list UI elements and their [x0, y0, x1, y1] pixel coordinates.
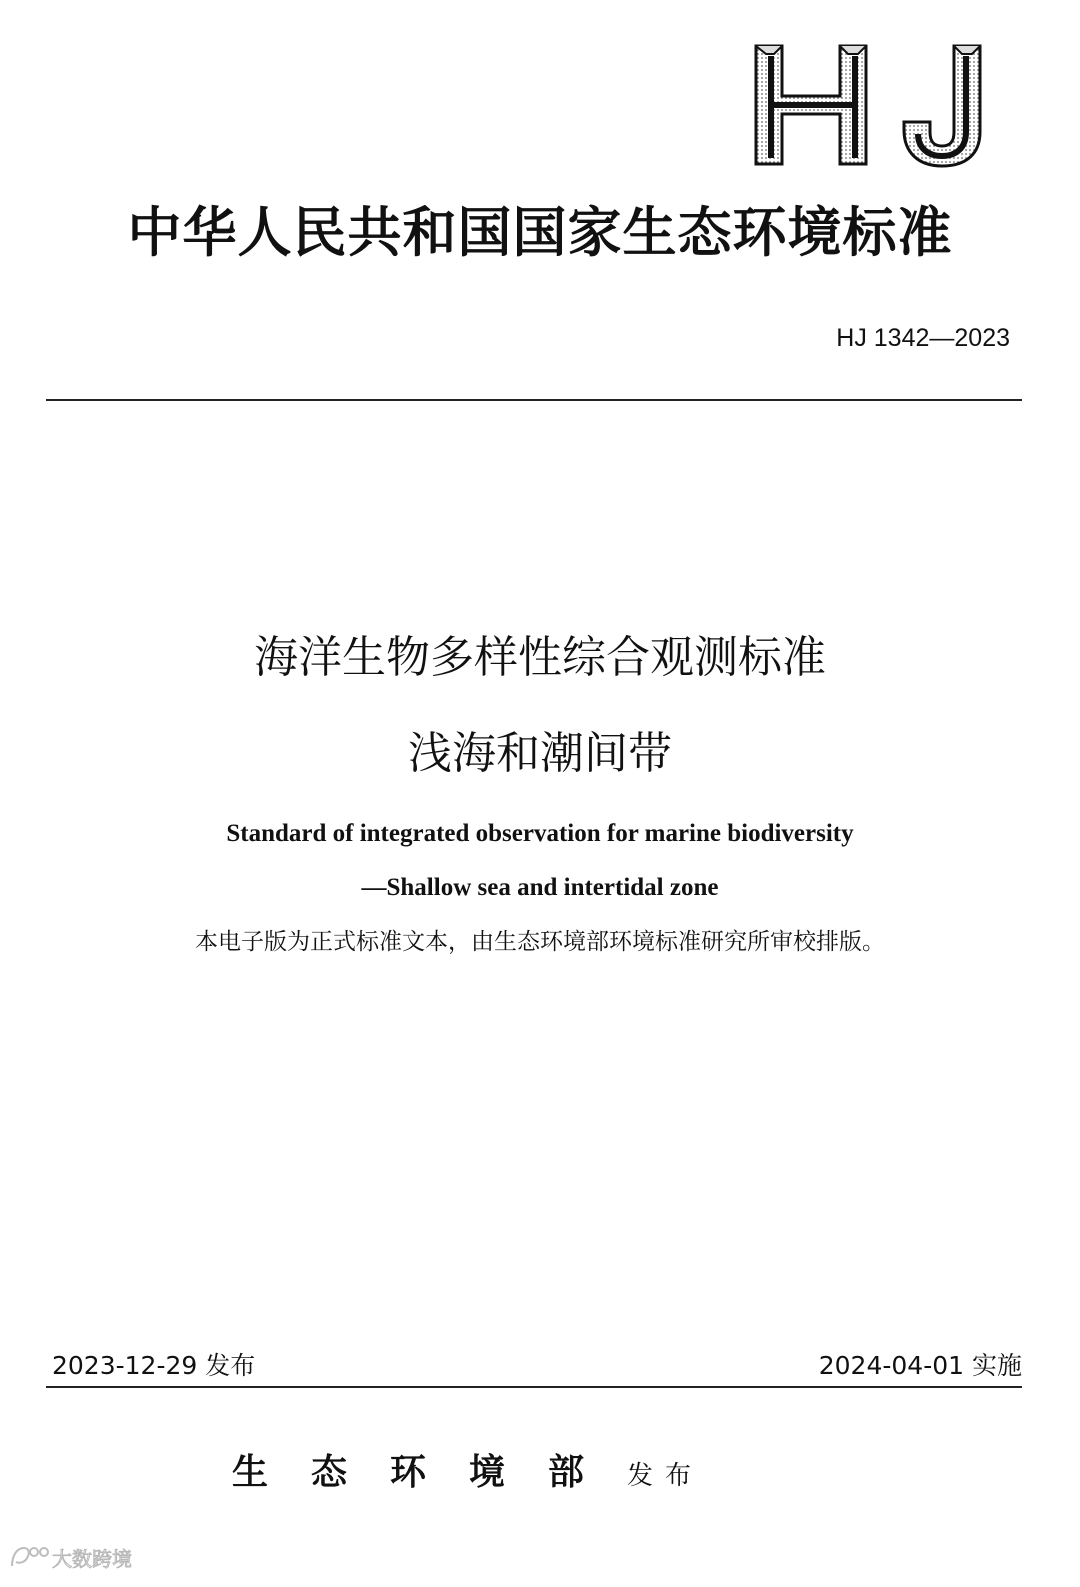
issuer [232, 1448, 703, 1500]
title-en-line2: —Shallow sea and intertidal zone [361, 874, 719, 901]
logo-letter-h [756, 46, 866, 164]
title-en-line1: Standard of integrated observation for marine biodiversity [226, 820, 854, 847]
watermark [6, 1538, 166, 1578]
standard-number: HJ 1342—2023 [836, 324, 1010, 352]
implementation-date: 2024-04-01 实施 [818, 1351, 1022, 1380]
top-divider [46, 399, 1022, 401]
watermark-icon [12, 1548, 48, 1566]
watermark-text: 大数跨境 [52, 1547, 132, 1571]
logo-letter-j [904, 46, 980, 166]
issue-date: 2023-12-29 发布 [52, 1351, 256, 1380]
edition-note: 本电子版为正式标准文本，由生态环境部环境标准研究所审校排版。 [195, 929, 885, 955]
hj-logo [748, 40, 994, 172]
title-cn-line2: 浅海和潮间带 [408, 728, 672, 779]
issuer-name: 生态环境部 [232, 1451, 628, 1493]
title-cn-line1: 海洋生物多样性综合观测标准 [254, 632, 826, 683]
issuer-suffix: 发布 [627, 1461, 704, 1491]
agency-title: 中华人民共和国国家生态环境标准 [127, 200, 953, 264]
bottom-divider [46, 1386, 1022, 1388]
